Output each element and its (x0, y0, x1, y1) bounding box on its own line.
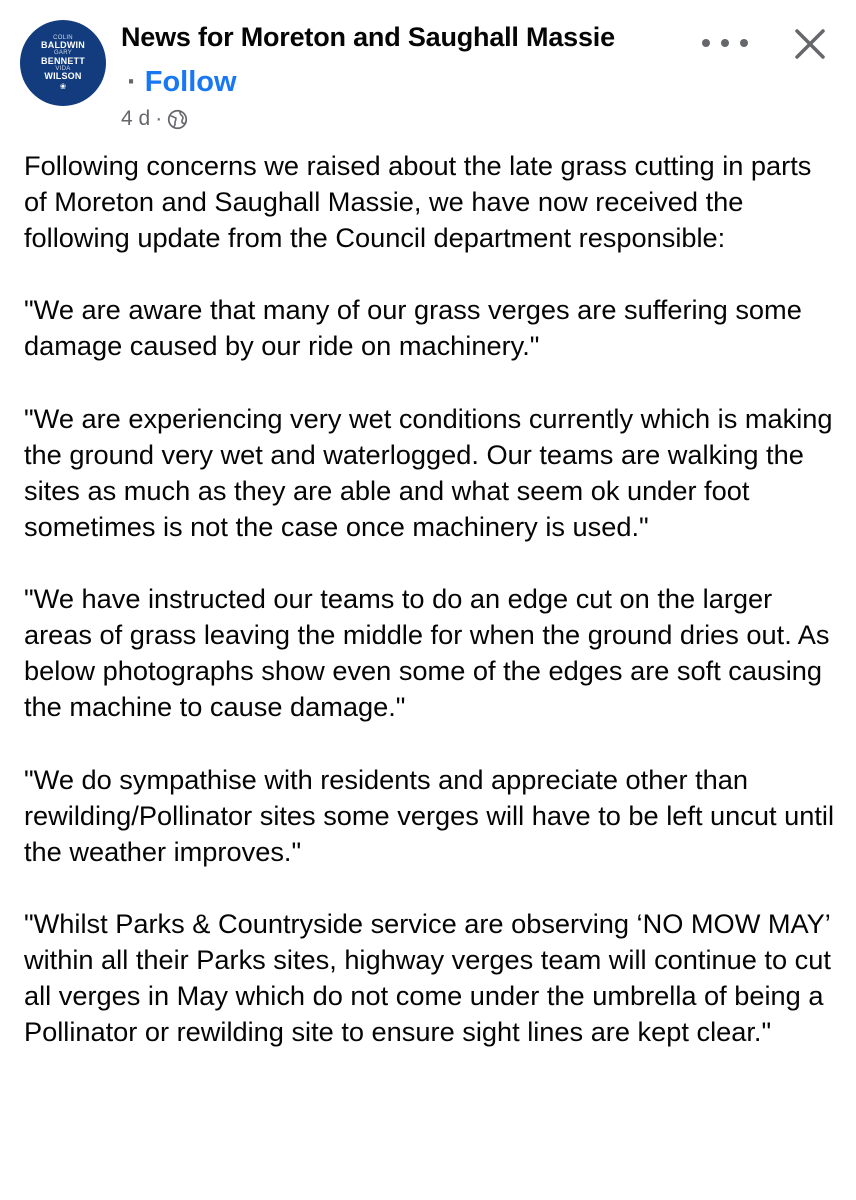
post-text (24, 148, 839, 1086)
avatar-text-bennett: BENNETT (41, 55, 85, 66)
post-paragraph-3: "We are experiencing very wet conditions currently which is making the ground very wet and waterlogged. Our teams are walking the sites as much as they are able and what seem ok under foot sometimes is not the case once machinery is used." (24, 402, 833, 542)
avatar-text-baldwin: BALDWIN (41, 40, 85, 50)
more-options-icon (740, 39, 748, 47)
avatar-text-wilson: WILSON (44, 71, 82, 82)
more-options-button[interactable] (702, 28, 748, 58)
avatar-text-vida: VIDA (55, 66, 71, 73)
post-paragraph-4: "We have instructed our teams to do an edge cut on the larger areas of grass leaving the middle for when the ground dries out. As below photographs show even some of the edges are soft causing the machine to cause damage." (24, 583, 830, 723)
post-paragraph-6: "Whilst Parks & Countryside service are observing ‘NO MOW MAY’ within all their Parks sites, highway verges team will continue to cut all verges in May which do not come under the umbrella of being a Pollinator or rewilding site to ensure sight lines are kept clear." (24, 907, 831, 1048)
more-options-icon (721, 39, 729, 47)
post-meta (121, 107, 188, 131)
follow-row (127, 66, 237, 99)
follow-button[interactable]: Follow (144, 66, 237, 98)
avatar-text-colin: COLIN (53, 34, 73, 41)
page-name-link[interactable]: News for Moreton and Saughall Massie (121, 22, 615, 52)
post-header (0, 0, 856, 140)
post-paragraph-1: Following concerns we raised about the late grass cutting in parts of Moreton and Saughall Massie, we have now received the following update from the Council department responsible: (24, 150, 812, 254)
post-paragraph-2: "We are aware that many of our grass verges are suffering some damage caused by our ride on machinery." (24, 294, 802, 362)
post-timestamp[interactable]: 4 d (121, 107, 151, 130)
meta-separator: · (155, 107, 163, 130)
rose-logo-icon: ❀ (59, 81, 67, 91)
page-avatar[interactable] (20, 20, 106, 106)
close-icon[interactable] (790, 24, 830, 64)
avatar-text-gary: GARY (53, 50, 73, 57)
more-options-icon (702, 39, 710, 47)
follow-separator: · (127, 66, 137, 98)
globe-icon[interactable] (167, 109, 188, 130)
post-paragraph-5: "We do sympathise with residents and appreciate other than rewilding/Pollinator sites some verges will have to be left uncut until the weather improves." (24, 763, 834, 867)
